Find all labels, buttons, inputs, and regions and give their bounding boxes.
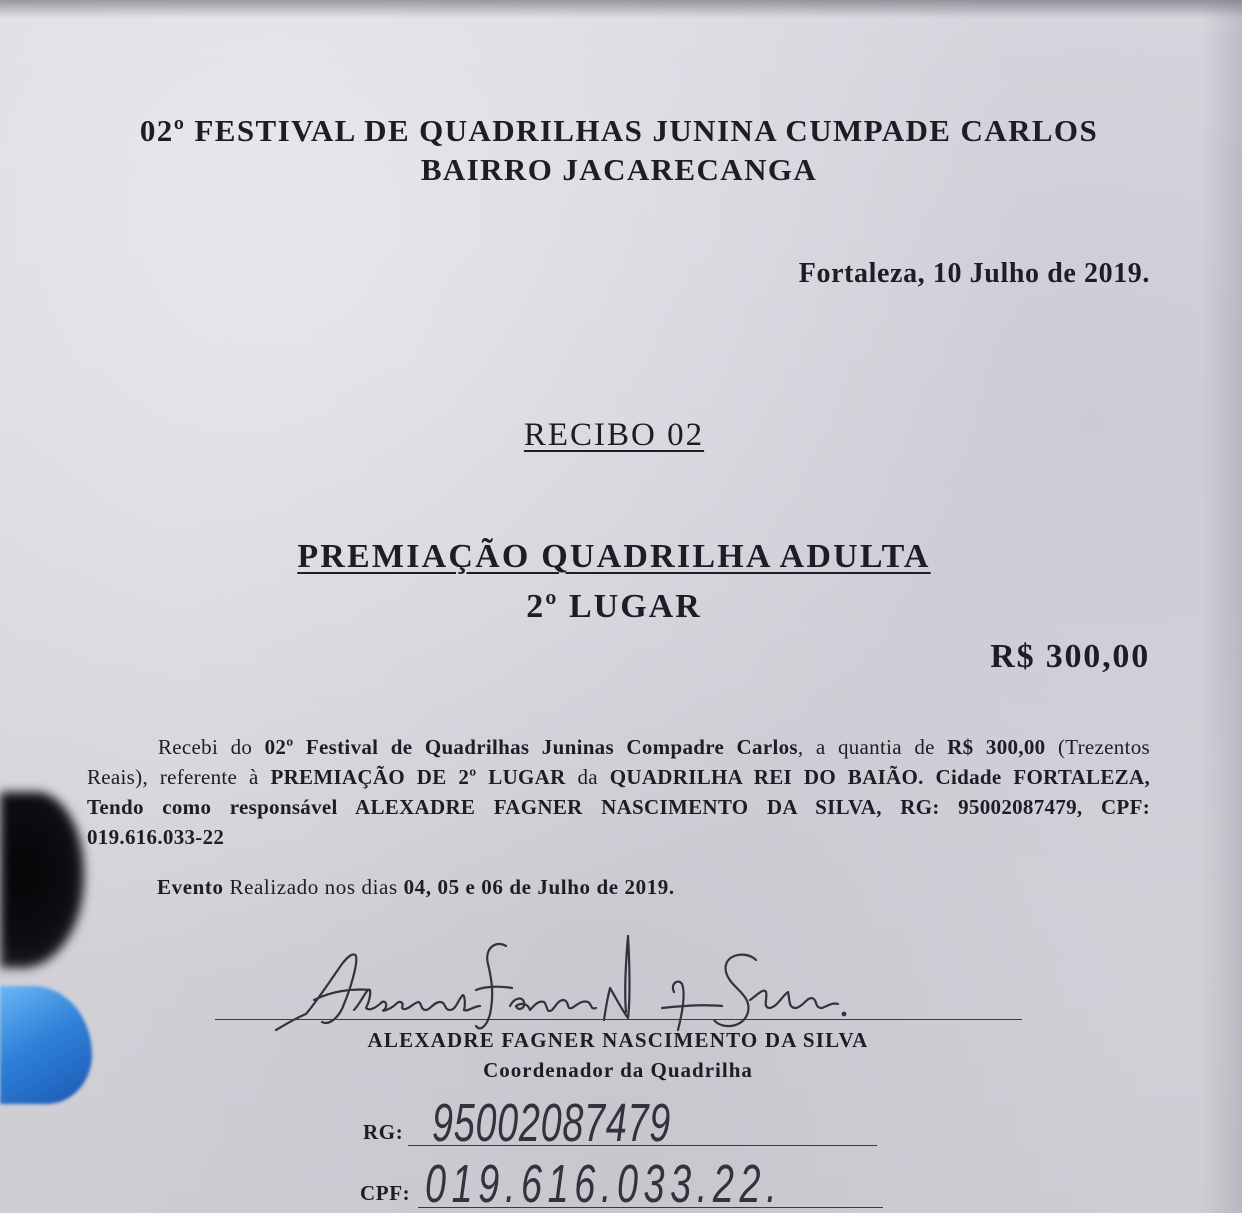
body-line: [87, 762, 1150, 792]
body-text-bold: PREMIAÇÃO DE 2º LUGAR: [270, 765, 566, 789]
gloved-finger: [0, 986, 92, 1104]
rg-handwritten-value: 95002087479: [432, 1093, 671, 1153]
cpf-handwritten-value: 019.616.033.22.: [425, 1154, 783, 1213]
body-text-regular: (Trezentos: [1045, 735, 1150, 759]
event-note: [157, 872, 675, 902]
receipt-number: RECIBO 02: [523, 417, 705, 453]
neighborhood-title: BAIRRO JACARECANGA: [420, 152, 818, 187]
signature-dot: [842, 1012, 847, 1017]
body-text-regular: Recebi do: [158, 735, 265, 759]
festival-title: 02º FESTIVAL DE QUADRILHAS JUNINA CUMPADE CARLOS: [139, 113, 1099, 148]
date-line: Fortaleza, 10 Julho de 2019.: [798, 258, 1150, 289]
body-text-regular: Reais), referente à: [87, 765, 271, 789]
signature-line: [215, 1019, 1022, 1020]
signature-stroke: [354, 990, 480, 1011]
body-line: [87, 732, 1150, 762]
body-text-bold: QUADRILHA REI DO BAIÃO. Cidade FORTALEZA,: [609, 765, 1150, 789]
body-text-bold: Tendo como responsável ALEXADRE FAGNER NASCIMENTO DA SILVA, RG: 95002087479, CPF:: [87, 795, 1150, 819]
signatory-name: ALEXADRE FAGNER NASCIMENTO DA SILVA: [367, 1028, 869, 1052]
finger-shadow: [0, 792, 84, 968]
event-note-regular: Realizado nos dias: [223, 875, 404, 899]
body-text-regular: , a quantia de: [797, 735, 948, 759]
signature-stroke: [750, 991, 838, 1008]
signatory-role: Coordenador da Quadrilha: [483, 1058, 753, 1082]
award-title: PREMIAÇÃO QUADRILHA ADULTA: [297, 538, 931, 575]
body-line: [87, 792, 1150, 822]
signature-stroke: [714, 955, 756, 1026]
receipt-body: [87, 732, 1150, 852]
cpf-label: CPF:: [360, 1181, 411, 1205]
body-line: [87, 822, 1150, 852]
rg-label: RG:: [363, 1120, 404, 1144]
event-note-bold: Evento: [157, 875, 224, 899]
body-text-bold: 02º Festival de Quadrilhas Juninas Compadre Carlos: [264, 735, 798, 759]
award-amount: R$ 300,00: [990, 638, 1150, 675]
event-dates: 04, 05 e 06 de Julho de 2019.: [403, 875, 675, 899]
handwritten-signature: [270, 930, 850, 1040]
body-text-bold: 019.616.033-22: [87, 825, 225, 849]
signature-stroke: [604, 936, 630, 1020]
award-place: 2º LUGAR: [526, 588, 702, 625]
signature-stroke: [476, 944, 512, 1028]
signature-stroke: [662, 982, 722, 1030]
signature-stroke: [510, 999, 596, 1012]
body-amount: R$ 300,00: [947, 735, 1046, 759]
paper-top-edge: [0, 0, 1242, 18]
body-text-regular: da: [565, 765, 610, 789]
